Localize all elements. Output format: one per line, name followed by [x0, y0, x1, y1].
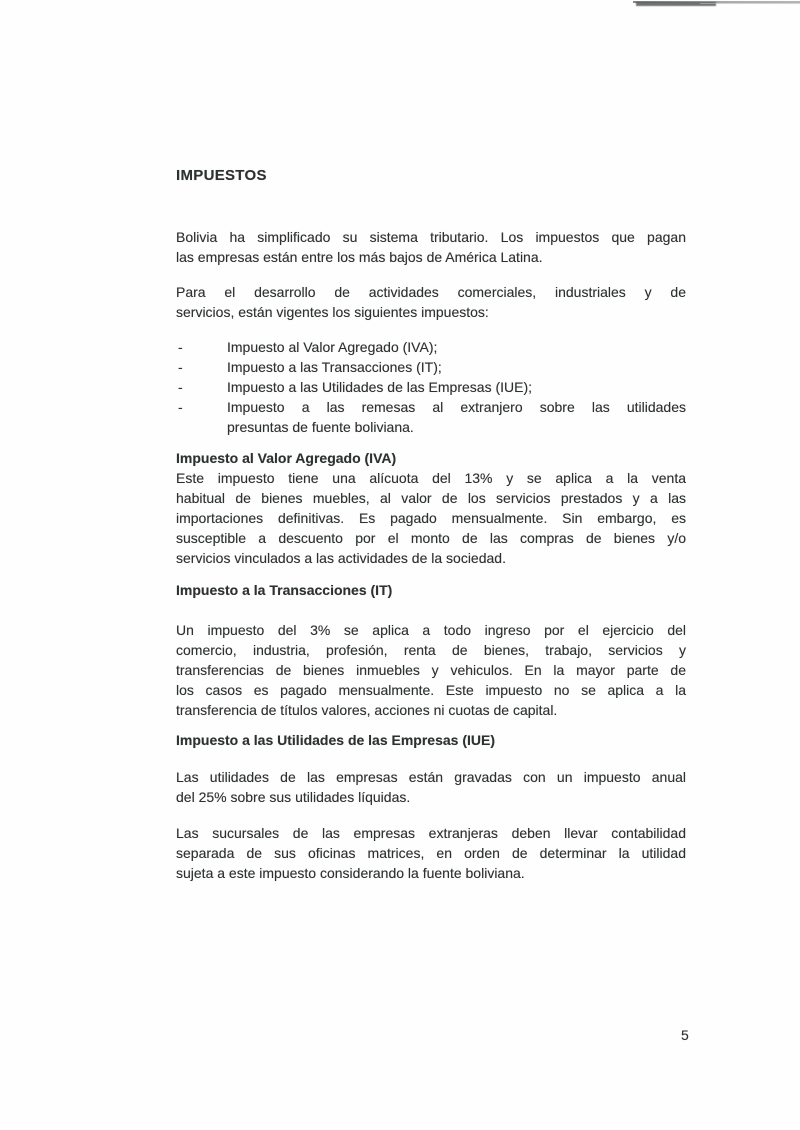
text-line: los casos es pagado mensualmente. Este impuesto no se aplica a la	[176, 682, 686, 698]
section-iue-paragraph-2	[176, 823, 686, 883]
scan-edge-artifact	[0, 0, 800, 8]
intro-paragraph-1	[176, 227, 686, 267]
text-line: servicios, están vigentes los siguientes impuestos:	[176, 304, 489, 320]
dash-bullet: -	[178, 359, 183, 375]
dash-bullet: -	[178, 339, 183, 355]
text-line: Las sucursales de las empresas extranjeras deben llevar contabilidad	[176, 825, 686, 841]
text-line: presuntas de fuente boliviana.	[227, 419, 414, 435]
list-item	[176, 357, 686, 377]
text-line: susceptible a descuento por el monto de las compras de bienes y/o	[176, 530, 686, 546]
section-heading: Impuesto al Valor Agregado (IVA)	[176, 450, 397, 466]
document-title: IMPUESTOS	[176, 167, 267, 184]
section-it-paragraph	[176, 620, 686, 720]
text-line: Impuesto a las Utilidades de las Empresas (IUE);	[227, 379, 533, 395]
list-item	[176, 337, 686, 357]
list-item	[176, 397, 686, 437]
text-line: Un impuesto del 3% se aplica a todo ingreso por el ejercicio del	[176, 622, 686, 638]
list-item	[176, 377, 686, 397]
text-line: Bolivia ha simplificado su sistema tributario. Los impuestos que pagan	[176, 229, 686, 245]
text-line: las empresas están entre los más bajos de América Latina.	[176, 249, 543, 265]
text-line: del 25% sobre sus utilidades líquidas.	[176, 789, 411, 805]
section-iva	[176, 448, 686, 568]
section-iue-paragraph-1	[176, 767, 686, 807]
dash-bullet: -	[178, 399, 183, 415]
text-line: sujeta a este impuesto considerando la fuente boliviana.	[176, 865, 525, 881]
text-line: Impuesto al Valor Agregado (IVA);	[227, 339, 438, 355]
text-line: Este impuesto tiene una alícuota del 13% y se aplica a la venta	[176, 470, 686, 486]
section-heading: Impuesto a la Transacciones (IT)	[176, 582, 393, 598]
text-line: comercio, industria, profesión, renta de bienes, trabajo, servicios y	[176, 642, 686, 658]
page-number: 5	[681, 1027, 689, 1043]
dash-bullet: -	[178, 379, 183, 395]
section-heading: Impuesto a las Utilidades de las Empresas (IUE)	[176, 732, 495, 748]
text-line: transferencia de títulos valores, acciones ni cuotas de capital.	[176, 702, 558, 718]
intro-paragraph-2	[176, 282, 686, 322]
text-line: Las utilidades de las empresas están gravadas con un impuesto anual	[176, 769, 686, 785]
tax-list	[176, 337, 686, 437]
text-line: importaciones definitivas. Es pagado mensualmente. Sin embargo, es	[176, 510, 686, 526]
text-line: habitual de bienes muebles, al valor de los servicios prestados y a las	[176, 490, 686, 506]
section-iue-heading	[176, 730, 686, 750]
text-line: servicios vinculados a las actividades de la sociedad.	[176, 550, 506, 566]
text-line: Impuesto a las Transacciones (IT);	[227, 359, 442, 375]
text-line: separada de sus oficinas matrices, en orden de determinar la utilidad	[176, 845, 686, 861]
text-line: Para el desarrollo de actividades comerciales, industriales y de	[176, 284, 686, 300]
section-it-heading	[176, 580, 686, 600]
scan-line-warm	[700, 3, 800, 4]
text-line: transferencias de bienes inmuebles y vehiculos. En la mayor parte de	[176, 662, 686, 678]
text-line: Impuesto a las remesas al extranjero sobre las utilidades	[227, 399, 686, 415]
